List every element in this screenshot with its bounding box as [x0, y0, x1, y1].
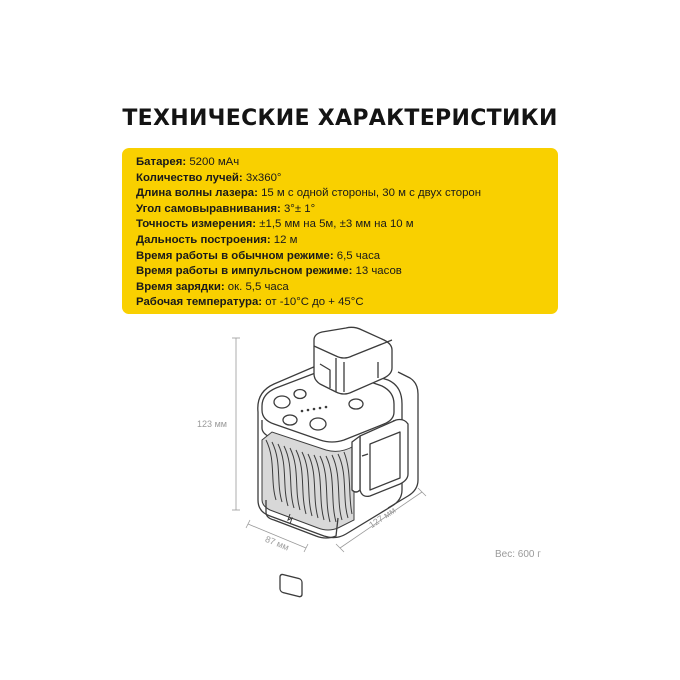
- spec-label: Дальность построения:: [136, 233, 271, 246]
- spec-label: Время зарядки:: [136, 280, 225, 293]
- laser-head: [314, 327, 392, 394]
- spec-label: Точность измерения:: [136, 218, 257, 231]
- spec-value: 5200 мАч: [186, 156, 240, 168]
- side-laser-module: [352, 420, 408, 497]
- weight-label: Вес: 600 г: [495, 549, 541, 560]
- spec-label: Количество лучей:: [136, 171, 243, 184]
- spec-value: 13 часов: [352, 265, 402, 278]
- height-dimension-label: 123 мм: [197, 419, 227, 429]
- spec-value: 3°± 1°: [280, 202, 316, 215]
- width-dimension-label: 87 мм: [263, 533, 291, 553]
- spec-label: Рабочая температура:: [136, 296, 263, 309]
- spec-value: 12 м: [270, 233, 298, 246]
- spec-value: ок. 5,5 часа: [224, 280, 289, 293]
- grip-texture: [262, 432, 354, 530]
- spec-value: 15 м с одной стороны, 30 м с двух сторон: [257, 187, 482, 200]
- depth-dimension-label: 127 мм: [367, 505, 398, 531]
- spec-label: Время работы в импульсном режиме:: [136, 265, 353, 278]
- spec-label: Длина волны лазера:: [136, 187, 258, 200]
- spec-value: 6,5 часа: [333, 249, 381, 262]
- button-icon: [349, 399, 363, 409]
- button-icon: [274, 396, 290, 408]
- spec-label: Угол самовыравнивания:: [136, 202, 281, 215]
- indicator-dots: [301, 406, 328, 413]
- spec-value: 3х360°: [242, 171, 282, 184]
- page-title: ТЕХНИЧЕСКИЕ ХАРАКТЕРИСТИКИ: [122, 106, 558, 131]
- spec-value: ±1,5 мм на 5м, ±3 мм на 10 м: [256, 218, 414, 231]
- spec-label: Время работы в обычном режиме:: [136, 249, 334, 262]
- height-dimension-line: [232, 338, 240, 510]
- spec-value: от -10°С до + 45°С: [262, 296, 364, 309]
- button-icon: [283, 415, 297, 425]
- spec-label: Батарея:: [136, 156, 187, 168]
- button-icon: [310, 418, 326, 430]
- button-icon: [294, 390, 306, 399]
